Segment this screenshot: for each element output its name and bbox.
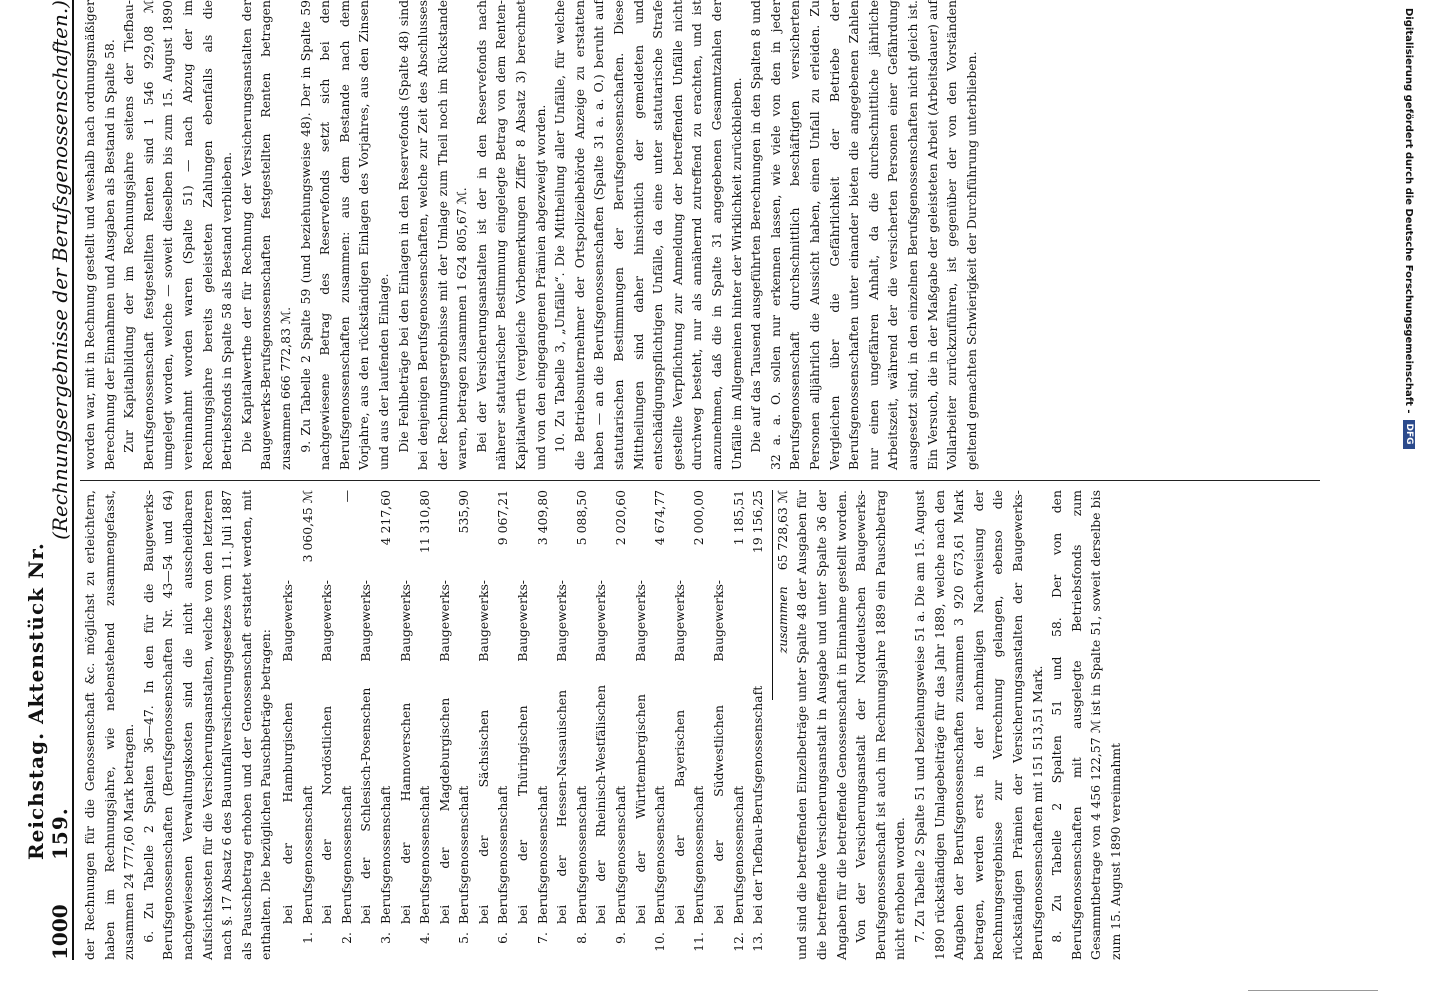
paragraph-norddeutsch: Von der Versicherungsanstalt der Norddeutschen Baugewerks-Berufsgenossenschaft ist auch im Rechnungsjahre 1889 ein Pauschbetrag nicht erhoben worden.: [853, 490, 908, 960]
list-item-name: bei der Nordöstlichen Baugewerks-Berufsgenossenschaft: [319, 580, 354, 924]
list-item-amount: 1 185,51: [730, 490, 746, 546]
sum-amount: 65 728,63 ℳ: [774, 490, 790, 571]
fee-list-item: [474, 490, 513, 960]
list-item-name: bei der Thüringischen Baugewerks-Berufsgenossenschaft: [515, 580, 550, 924]
list-item-name: bei der Magdeburgischen Baugewerks-Berufsgenossenschaft: [436, 580, 472, 924]
list-item-amount: —: [338, 490, 354, 503]
fee-list-item: [278, 490, 317, 960]
list-item-amount: 535,90: [456, 490, 472, 534]
list-item-amount: 2 020,60: [613, 490, 629, 546]
fee-list-item: [435, 490, 474, 960]
paragraph-kapitalbildung: Zur Kapitalbildung der im Rechnungsjahre seitens der Tiefbau-Berufsgenossenschaft festgestellten Renten sind 1 546 929,08 ℳ umgelegt worden, welche — soweit dieselben bis zum 15. August 1890 vereinnahmt worden waren (Spalte 51) — nach Abzug der im Rechnungsjahre bereits geleisteten Zahlungen ebenfalls als die Betriebsfonds in Spalte 58 als Bestand verblieben.: [121, 0, 235, 470]
list-item-number: 2.: [338, 932, 354, 944]
list-item-amount: 5 088,50: [573, 490, 589, 546]
paragraph-6: 6. Zu Tabelle 2 Spalten 36—47. In den für die Baugewerks-Berufsgenossenschaften (Berufsgenossenschaften Nr. 43—54 und 64) nachgewiesenen Verwaltungskosten sind die nicht ausscheidbaren Aufsichtskosten für die Versicherungsanstalten, welche von den letzteren nach §. 17 Absatz 6 des Bauunfallversicherungsgesetzes vom 11. Juli 1887 als Pauschbetrag erhoben und der Genossenschaft erstattet werden, mit enthalten. Die bezüglichen Pauschbeträge betragen:: [140, 490, 274, 960]
fee-list-item: [552, 490, 591, 960]
list-item-number: 7.: [534, 932, 550, 944]
fee-list: [278, 490, 768, 960]
paragraph-kapitalwerthe: Die Kapitalwerthe der für Rechnung der Versicherungsanstalten der Baugewerks-Berufsgenossenschaften festgestellten Renten betragen zusammen 666 772,83 ℳ.: [238, 0, 293, 470]
list-item-name: bei der Rheinisch-Westfälischen Baugewerks-Berufsgenossenschaft: [593, 580, 629, 924]
list-item-amount: 4 217,60: [377, 490, 393, 546]
paragraph-tausend: Die auf das Tausend ausgeführten Berechnungen in den Spalten 8 und 32 a. a. O. sollen nur erkennen lassen, wie viele von den in jeder Berufsgenossenschaft durchschnittlich beschäftigten versicherten Personen alljährlich die Aussicht haben, einen Unfall zu erleiden. Zu Vergleichen über die Gefährlichkeit der Betriebe der Berufsgenossenschaften unter einander bieten die angegebenen Zahlen nur einen ungefähren Anhalt, da die durchschnittliche jährliche Arbeitszeit, während der die versicherten Personen einer Gefährdung ausgesetzt sind, in den einzelnen Berufsgenossenschaften nicht gleich ist. Ein Versuch, die in der Maßgabe der geleisteten Arbeit (Arbeitsdauer) auf Vollarbeiter zurückzuführen, ist gegenüber der von den Vorständen geltend gemachten Schwierigkeit der Durchführung unterblieben.: [748, 0, 979, 470]
right-column: [80, 0, 1125, 470]
page-header: [24, 0, 74, 960]
list-item-name: bei der Württembergischen Baugewerks-Berufsgenossenschaft: [632, 580, 668, 924]
paragraph-10: 10. Zu Tabelle 3, „Unfälle“. Die Mittheilung aller Unfälle, für welche die Betriebsunternehmer der Ortspolizeibehörde Anzeige zu erstatten haben — an die Berufsgenossenschaften (Spalte 31 a. a. O.) beruht auf statutarischen Bestimmungen der Berufsgenossenschaften. Diese Mittheilungen sind daher hinsichtlich der gemeldeten und entschädigungspflichtigen Unfälle, da eine unter statutarische Strafe gestellte Verpflichtung zur Anmeldung der betreffenden Unfälle nicht durchweg besteht, nur als annähernd zutreffend zu erachten, und ist anzunehmen, daß die in Spalte 31 angegebenen Gesammtzahlen der Unfälle im Allgemeinen hinter der Wirklichkeit zurückbleiben.: [552, 0, 744, 470]
paragraph-8: 8. Zu Tabelle 2 Spalten 51 und 58. Der von den Berufsgenossenschaften mit ausgelegte Betriebsfonds zum Gesammtbetrage von 4 456 122,57 ℳ ist in Spalte 51, soweit derselbe bis zum 15. August 1890 vereinnahmt: [1049, 490, 1123, 960]
list-item-name: bei der Hannoverschen Baugewerks-Berufsgenossenschaft: [397, 580, 433, 924]
list-item-number: 8.: [573, 932, 589, 944]
list-item-number: 9.: [613, 932, 629, 944]
list-item-number: 3.: [377, 932, 393, 944]
list-item-name: bei der Schlesisch-Posenschen Baugewerks-Berufsgenossenschaft: [358, 580, 393, 924]
page-title: Reichstag. Aktenstück Nr. 159.: [24, 542, 72, 860]
list-item-name: bei der Hamburgischen Baugewerks-Berufsgenossenschaft: [279, 580, 315, 924]
list-item-name: bei der Südwestlichen Baugewerks-Berufsgenossenschaft: [711, 580, 746, 924]
list-item-amount: 19 156,25: [750, 490, 766, 554]
paragraph-9: 9. Zu Tabelle 2 Spalte 59 (und beziehungsweise 48). Der in Spalte 59 nachgewiesene Betrag des Reservefonds setzt sich bei den Berufsgenossenschaften zusammen: aus dem Bestande nach dem Vorjahre, aus den rückständigen Einlagen des Vorjahres, aus den Zinsen und aus der laufenden Einlage.: [297, 0, 391, 470]
fee-list-item: [748, 490, 768, 960]
list-item-amount: 3 409,80: [534, 490, 550, 546]
paragraph-continued: worden war, mit in Rechnung gestellt und weshalb nach ordnungsmäßiger Berechnung der Einnahmen und Ausgaben als Bestand in Spalte 58.: [82, 0, 117, 470]
page-number: 1000: [48, 904, 72, 960]
page-subtitle: (Rechnungsergebnisse der Berufsgenossenschaften.): [48, 0, 72, 540]
fee-sum: [772, 490, 793, 700]
fee-list-item: [513, 490, 552, 960]
fee-list-item: [591, 490, 630, 960]
paragraph-versicherungsanstalten: Bei der Versicherungsanstalten ist der in den Reservefonds nach näherer statutarischer Bestimmung eingelegte Betrag von dem Renten-Kapitalwerth (vergleiche Vorbemerkungen Ziffer 8 Absatz 3) berechnet und von den eingegangenen Prämien abgezweigt worden.: [473, 0, 548, 470]
credit-text: Digitalisierung gefördert durch die Deutsche Forschungsgemeinschaft -: [1403, 8, 1415, 414]
dfg-logo: DFG: [1403, 420, 1415, 449]
list-item-name: bei der Tiefbau-Berufsgenossenschaft: [750, 685, 766, 924]
document-page: [24, 0, 1409, 960]
list-item-amount: 2 000,00: [691, 490, 707, 546]
list-item-number: 10.: [652, 932, 668, 952]
list-item-name: bei der Bayerischen Baugewerks-Berufsgenossenschaft: [671, 580, 707, 924]
paragraph-fehlbetraege: Die Fehlbeträge bei den Einlagen in den Reservefonds (Spalte 48) sind bei denjenigen Berufsgenossenschaften, welche zur Zeit des Abschlusses der Rechnungsergebnisse mit der Umlage zum Theil noch im Rückstande waren, betragen zusammen 1 624 805,67 ℳ.: [395, 0, 470, 470]
paragraph-7: 7. Zu Tabelle 2 Spalte 51 und beziehungsweise 51 a. Die am 15. August 1890 rückständigen Umlagebeiträge für das Jahr 1889, welche nach den Angaben der Berufsgenossenschaften zusammen 3 920 673,61 Mark betragen, werden erst in der nachmaligen Nachweisung der Rechnungsergebnisse zur Verrechnung gelangen, ebenso die rückständigen Prämien der Versicherungsanstalten der Baugewerks-Berufsgenossenschaften mit 151 513,51 Mark.: [911, 490, 1045, 960]
paragraph-intro: der Rechnungen für die Genossenschaft &c. möglichst zu erleichtern, haben im Rechnungsjahre, wie nebenstehend zusammengefasst, zusammen 24 777,60 Mark betragen.: [82, 490, 137, 960]
list-item-name: bei der Hessen-Nassauischen Baugewerks-Berufsgenossenschaft: [554, 580, 589, 924]
list-item-number: 13.: [750, 932, 766, 952]
list-item-amount: 4 674,77: [652, 490, 668, 546]
list-item-amount: 9 067,21: [495, 490, 511, 546]
list-item-name: bei der Sächsischen Baugewerks-Berufsgenossenschaft: [475, 580, 511, 924]
text-columns: [80, 0, 1125, 960]
list-item-amount: 11 310,80: [417, 490, 433, 554]
fee-list-item: [396, 490, 435, 960]
fee-list-item: [631, 490, 670, 960]
fee-list-item: [670, 490, 709, 960]
fee-list-item: [356, 490, 395, 960]
sum-label: zusammen: [774, 586, 790, 654]
list-item-number: 12.: [730, 932, 746, 952]
list-item-number: 6.: [495, 932, 511, 944]
left-column: [80, 490, 1125, 960]
list-item-number: 11.: [691, 932, 707, 952]
paragraph-after-sum: und sind die betreffenden Einzelbeträge unter Spalte 48 der Ausgaben für die betreffende Versicherungsanstalt in Ausgabe und unter Spalte 36 der Angaben für die betreffende Genossenschaft in Einnahme gestellt worden.: [794, 490, 849, 960]
fee-list-item: [317, 490, 356, 960]
digitization-credit: [1396, 8, 1426, 992]
list-item-number: 5.: [456, 932, 472, 944]
list-item-number: 1.: [299, 932, 315, 944]
fee-list-item: [709, 490, 748, 960]
list-item-number: 4.: [417, 932, 433, 944]
list-item-amount: 3 060,45 ℳ: [299, 490, 315, 563]
scan-edge-line: [1248, 990, 1378, 991]
